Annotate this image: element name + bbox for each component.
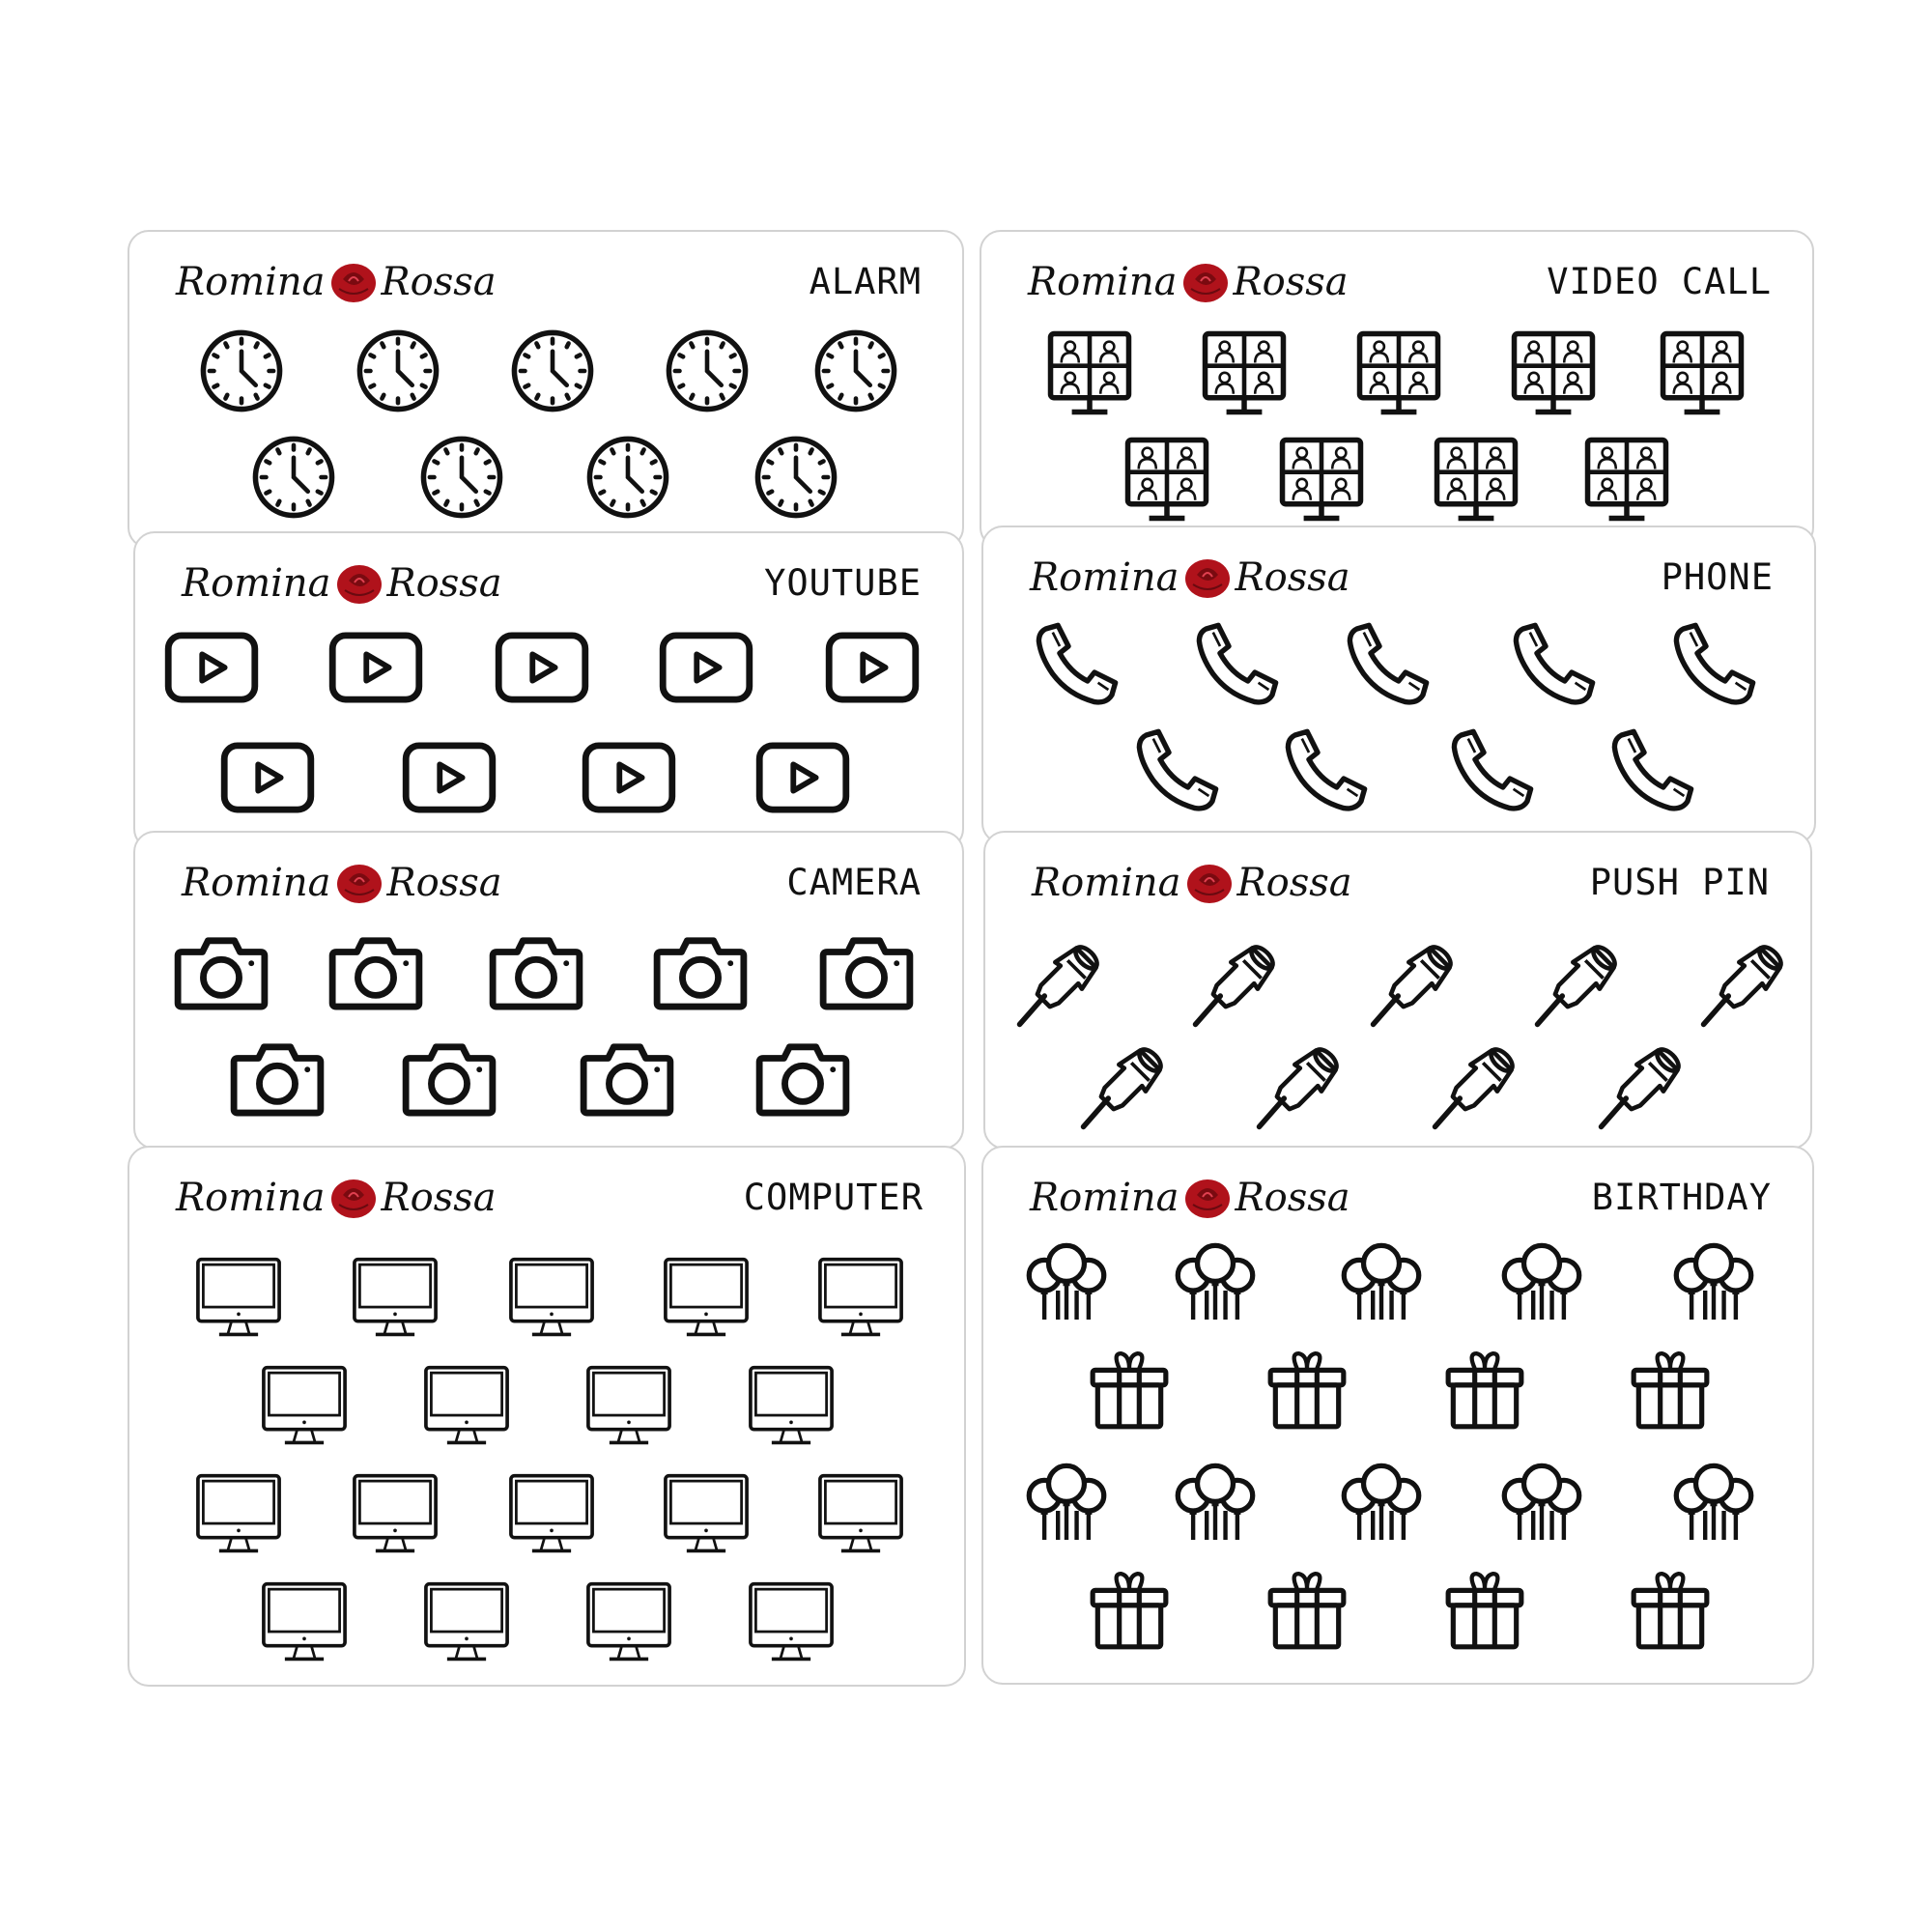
video-call-icon (1582, 435, 1671, 524)
video-call-icon (1200, 328, 1289, 417)
push-pin-icon (1430, 1043, 1519, 1132)
sheet-title: BIRTHDAY (1591, 1177, 1772, 1218)
balloons-icon (1024, 1461, 1109, 1548)
video-call-icon (1658, 328, 1747, 417)
youtube-icon (328, 632, 423, 703)
brand-logo: Romina Rossa (1028, 260, 1349, 304)
gift-icon (1443, 1347, 1526, 1434)
gift-icon (1629, 1567, 1712, 1654)
sticker-sheet-push-pin (983, 831, 1812, 1150)
clock-icon (417, 433, 506, 522)
sticker-sheet-video-call (980, 230, 1814, 549)
clock-icon (197, 327, 286, 415)
video-call-icon (1045, 328, 1134, 417)
computer-icon (661, 1256, 752, 1339)
phone-icon (1034, 620, 1121, 707)
computer-icon (506, 1472, 597, 1555)
computer-icon (259, 1580, 350, 1663)
clock-icon (752, 433, 840, 522)
push-pin-icon (1078, 1043, 1167, 1132)
phone-icon (1283, 726, 1370, 813)
computer-icon (421, 1580, 512, 1663)
youtube-icon (402, 742, 497, 813)
computer-icon (815, 1472, 906, 1555)
sticker-sheet-phone (981, 526, 1816, 844)
clock-icon (811, 327, 900, 415)
camera-icon (580, 1039, 674, 1117)
sticker-sheet-alarm (128, 230, 964, 549)
sticker-sheet-computer (128, 1146, 966, 1687)
gift-icon (1088, 1567, 1171, 1654)
balloons-icon (1024, 1240, 1109, 1327)
computer-icon (746, 1580, 837, 1663)
clock-icon (508, 327, 597, 415)
brand-logo: Romina Rossa (182, 561, 502, 606)
phone-icon (1511, 620, 1598, 707)
gift-icon (1265, 1347, 1349, 1434)
youtube-icon (825, 632, 920, 703)
camera-icon (755, 1039, 850, 1117)
youtube-icon (582, 742, 676, 813)
balloons-icon (1671, 1240, 1756, 1327)
sticker-sheet-birthday (981, 1146, 1814, 1685)
balloons-icon (1339, 1461, 1424, 1548)
camera-icon (489, 933, 583, 1010)
gift-icon (1443, 1567, 1526, 1654)
computer-icon (583, 1580, 674, 1663)
camera-icon (230, 1039, 325, 1117)
sticker-sheet-youtube (133, 531, 964, 850)
brand-logo: Romina Rossa (176, 260, 497, 304)
balloons-icon (1339, 1240, 1424, 1327)
clock-icon (583, 433, 672, 522)
camera-icon (819, 933, 914, 1010)
youtube-icon (659, 632, 753, 703)
phone-icon (1194, 620, 1281, 707)
computer-icon (583, 1364, 674, 1447)
push-pin-icon (1698, 941, 1787, 1030)
brand-logo: Romina Rossa (1030, 1176, 1350, 1220)
video-call-icon (1432, 435, 1520, 524)
gift-icon (1265, 1567, 1349, 1654)
youtube-icon (755, 742, 850, 813)
sheet-title: COMPUTER (743, 1177, 923, 1218)
push-pin-icon (1014, 941, 1103, 1030)
phone-icon (1134, 726, 1221, 813)
phone-icon (1609, 726, 1696, 813)
sheet-title: PUSH PIN (1589, 862, 1770, 903)
balloons-icon (1173, 1461, 1258, 1548)
computer-icon (193, 1472, 284, 1555)
sheet-title: YOUTUBE (764, 562, 922, 604)
computer-icon (506, 1256, 597, 1339)
balloons-icon (1671, 1461, 1756, 1548)
computer-icon (193, 1256, 284, 1339)
camera-icon (328, 933, 423, 1010)
camera-icon (653, 933, 748, 1010)
balloons-icon (1173, 1240, 1258, 1327)
brand-logo: Romina Rossa (1030, 555, 1350, 600)
clock-icon (249, 433, 338, 522)
camera-icon (174, 933, 269, 1010)
clock-icon (663, 327, 752, 415)
push-pin-icon (1190, 941, 1279, 1030)
gift-icon (1629, 1347, 1712, 1434)
camera-icon (402, 1039, 497, 1117)
computer-icon (421, 1364, 512, 1447)
video-call-icon (1122, 435, 1211, 524)
computer-icon (746, 1364, 837, 1447)
clock-icon (354, 327, 442, 415)
gift-icon (1088, 1347, 1171, 1434)
push-pin-icon (1368, 941, 1457, 1030)
youtube-icon (495, 632, 589, 703)
youtube-icon (220, 742, 315, 813)
balloons-icon (1499, 1240, 1584, 1327)
brand-logo: Romina Rossa (1032, 861, 1352, 905)
computer-icon (661, 1472, 752, 1555)
push-pin-icon (1596, 1043, 1685, 1132)
phone-icon (1449, 726, 1536, 813)
push-pin-icon (1532, 941, 1621, 1030)
balloons-icon (1499, 1461, 1584, 1548)
sheet-title: PHONE (1661, 556, 1774, 598)
sheet-title: ALARM (809, 261, 922, 302)
youtube-icon (164, 632, 259, 703)
computer-icon (350, 1256, 440, 1339)
phone-icon (1345, 620, 1432, 707)
video-call-icon (1354, 328, 1443, 417)
push-pin-icon (1254, 1043, 1343, 1132)
brand-logo: Romina Rossa (182, 861, 502, 905)
sticker-sheet-camera (133, 831, 964, 1150)
computer-icon (815, 1256, 906, 1339)
sheet-title: CAMERA (786, 862, 922, 903)
video-call-icon (1277, 435, 1366, 524)
brand-logo: Romina Rossa (176, 1176, 497, 1220)
video-call-icon (1509, 328, 1598, 417)
sheet-title: VIDEO CALL (1547, 261, 1772, 302)
computer-icon (350, 1472, 440, 1555)
computer-icon (259, 1364, 350, 1447)
phone-icon (1671, 620, 1758, 707)
